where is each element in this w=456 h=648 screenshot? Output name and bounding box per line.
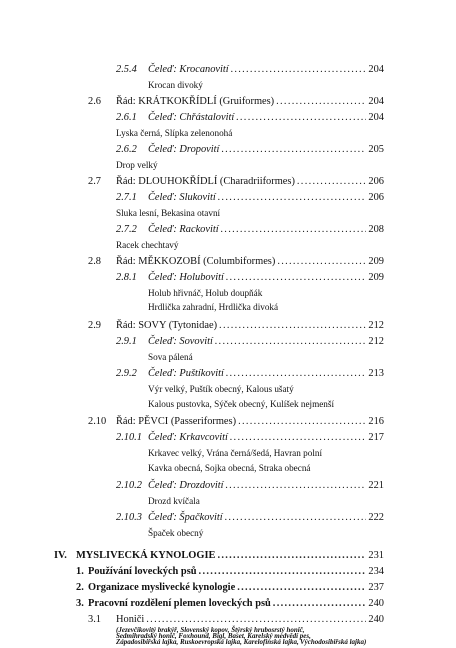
toc-page: 240 bbox=[368, 614, 384, 625]
toc-label: Čeleď: Puštíkovití bbox=[148, 368, 224, 379]
toc-label: Čeleď: Drozdovití bbox=[148, 480, 224, 491]
breed-list: Východosibiřská lajka) bbox=[300, 638, 367, 646]
toc-label: Čeleď: Sovovití bbox=[148, 336, 213, 347]
toc-page: 205 bbox=[368, 144, 384, 155]
toc-page: 240 bbox=[368, 598, 384, 609]
toc-entry[interactable] bbox=[116, 176, 384, 188]
toc-entry[interactable] bbox=[88, 582, 384, 594]
toc-label: Čeleď: Rackovití bbox=[148, 224, 219, 235]
toc-entry[interactable] bbox=[148, 64, 384, 76]
toc-entry[interactable] bbox=[148, 336, 384, 348]
species-list: Kalous pustovka, Sýček obecný, Kulíšek nejmenší bbox=[148, 399, 335, 409]
species-list: Drozd kvíčala bbox=[148, 496, 200, 506]
toc-page: 231 bbox=[368, 550, 384, 561]
toc-entry[interactable] bbox=[148, 272, 384, 284]
toc-entry[interactable] bbox=[116, 320, 384, 332]
toc-label: Řád: SOVY (Tytonidae) bbox=[116, 320, 218, 331]
toc-entry[interactable] bbox=[148, 512, 384, 524]
toc-label: Čeleď: Krkavcovití bbox=[148, 432, 228, 443]
section-number: 2.7.1 bbox=[116, 192, 137, 203]
breed-list: Sedmihradský honič, Foxhound, Bígl, Baset, Karelský medvědí pes, bbox=[116, 632, 311, 640]
toc-label: Řád: MĚKKOZOBÍ (Columbiformes) bbox=[116, 256, 276, 267]
toc-label: Čeleď: Dropovití bbox=[148, 144, 220, 155]
toc-page: 216 bbox=[368, 416, 384, 427]
section-number: 2.9 bbox=[88, 320, 101, 331]
section-number: 2. bbox=[76, 582, 84, 593]
section-number: 2.9.2 bbox=[116, 368, 137, 379]
toc-label: Čeleď: Holubovití bbox=[148, 272, 224, 283]
section-number: 2.10.3 bbox=[116, 512, 142, 523]
section-number: 2.8.1 bbox=[116, 272, 137, 283]
toc-page: 212 bbox=[368, 336, 384, 347]
toc-label: Používání loveckých psů bbox=[88, 566, 197, 577]
toc-page: 213 bbox=[368, 368, 384, 379]
toc-label: Řád: KRÁTKOKŘÍDLÍ (Gruiformes) bbox=[116, 96, 275, 107]
toc-page: 212 bbox=[368, 320, 384, 331]
toc-label: Řád: DLOUHOKŘÍDLÍ (Charadriiformes) bbox=[116, 176, 295, 187]
section-number: 2.7.2 bbox=[116, 224, 137, 235]
toc-page: 237 bbox=[368, 582, 384, 593]
toc-page: 208 bbox=[368, 224, 384, 235]
toc-entry[interactable] bbox=[148, 480, 384, 492]
section-number: 2.7 bbox=[88, 176, 101, 187]
toc-entry[interactable] bbox=[76, 550, 384, 562]
section-number: 2.6 bbox=[88, 96, 101, 107]
breed-list: Západosibiřská lajka, Ruskoevropská lajka, Karelofinská lajka, bbox=[116, 638, 299, 646]
toc-page: 206 bbox=[368, 176, 384, 187]
species-list: Racek chechtavý bbox=[116, 240, 179, 250]
section-number: 2.8 bbox=[88, 256, 101, 267]
toc-label: Organizace myslivecké kynologie bbox=[88, 582, 236, 593]
toc-label: Čeleď: Krocanovití bbox=[148, 64, 229, 75]
section-number: 2.9.1 bbox=[116, 336, 137, 347]
toc-label: Čeleď: Slukovití bbox=[148, 192, 216, 203]
species-list: Špaček obecný bbox=[148, 528, 204, 538]
section-number: 2.10.2 bbox=[116, 480, 142, 491]
toc-entry[interactable] bbox=[116, 614, 384, 626]
section-number: 2.6.1 bbox=[116, 112, 137, 123]
toc-page: 204 bbox=[368, 96, 384, 107]
toc-entry[interactable] bbox=[148, 144, 384, 156]
toc-entry[interactable] bbox=[148, 112, 384, 124]
toc-page: 234 bbox=[368, 566, 384, 577]
toc-page: 206 bbox=[368, 192, 384, 203]
toc-entry[interactable] bbox=[116, 96, 384, 108]
toc-page: 222 bbox=[368, 512, 384, 523]
toc-page: 204 bbox=[368, 112, 384, 123]
section-number: 2.6.2 bbox=[116, 144, 137, 155]
toc-entry[interactable] bbox=[148, 224, 384, 236]
toc-entry[interactable] bbox=[148, 432, 384, 444]
section-number: 1. bbox=[76, 566, 84, 577]
species-list: Krocan divoký bbox=[148, 80, 203, 90]
toc-label: Čeleď: Špačkovití bbox=[148, 512, 223, 523]
toc-page: 204 bbox=[368, 64, 384, 75]
species-list: Drop velký bbox=[116, 160, 158, 170]
toc-entry[interactable] bbox=[88, 598, 384, 610]
species-list: Kavka obecná, Sojka obecná, Straka obecná bbox=[148, 463, 311, 473]
species-list: Krkavec velký, Vrána černá/šedá, Havran polní bbox=[148, 448, 323, 458]
species-list: Sluka lesní, Bekasina otavní bbox=[116, 208, 221, 218]
toc-page: 209 bbox=[368, 256, 384, 267]
section-number: 2.10.1 bbox=[116, 432, 142, 443]
toc-entry[interactable] bbox=[148, 368, 384, 380]
toc-label: Pracovní rozdělení plemen loveckých psů bbox=[88, 598, 271, 609]
toc-label: Čeleď: Chřástalovití bbox=[148, 112, 235, 123]
toc-label: Řád: PĚVCI (Passeriformes) bbox=[116, 416, 237, 427]
species-list: Sova pálená bbox=[148, 352, 193, 362]
breed-list: (Jezevčíkovitý brakýř, Slovenský kopov, Štýrský hrubosrstý honič, bbox=[116, 626, 305, 634]
toc-label: Honiči bbox=[116, 614, 145, 625]
species-list: Holub hřivnáč, Holub doupňák bbox=[148, 288, 263, 298]
toc-page: 221 bbox=[368, 480, 384, 491]
species-list: Lyska černá, Slípka zelenonohá bbox=[116, 128, 233, 138]
section-number: 2.10 bbox=[88, 416, 107, 427]
section-number: 2.5.4 bbox=[116, 64, 137, 75]
toc-page: 209 bbox=[368, 272, 384, 283]
toc-page: 217 bbox=[368, 432, 384, 443]
toc-entry[interactable] bbox=[88, 566, 384, 578]
toc-entry[interactable] bbox=[148, 192, 384, 204]
section-number: 3.1 bbox=[88, 614, 101, 625]
toc-entry[interactable] bbox=[116, 256, 384, 268]
chapter-number: IV. bbox=[54, 550, 67, 561]
section-number: 3. bbox=[76, 598, 84, 609]
species-list: Výr velký, Puštík obecný, Kalous ušatý bbox=[148, 384, 294, 394]
toc-entry[interactable] bbox=[116, 416, 384, 428]
species-list: Hrdlička zahradní, Hrdlička divoká bbox=[148, 302, 279, 312]
toc-label: MYSLIVECKÁ KYNOLOGIE bbox=[76, 550, 216, 561]
